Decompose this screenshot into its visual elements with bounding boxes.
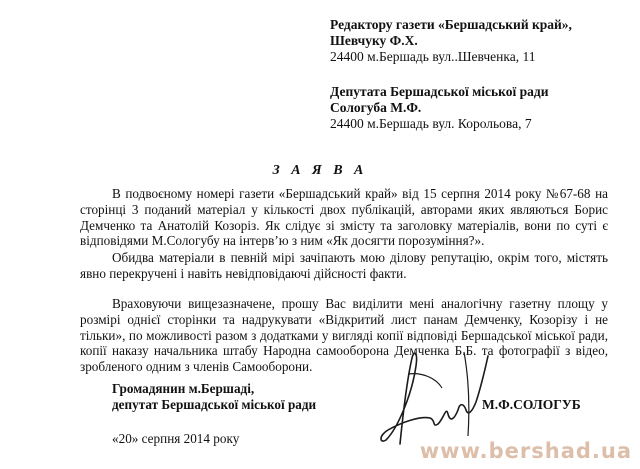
addressee-line-3: 24400 м.Бершадь вул..Шевченка, 11 <box>330 49 536 64</box>
addressee-line-1: Редактору газети «Бершадський край», <box>330 17 572 32</box>
signatory-line-1: Громадянин м.Бершаді, <box>112 381 255 396</box>
paragraph-2-block <box>80 250 608 284</box>
sender-line-3: 24400 м.Бершадь вул. Корольова, 7 <box>330 116 532 131</box>
addressee-line-2: Шевчуку Ф.Х. <box>330 33 418 48</box>
document-title: З А Я В А <box>272 163 368 178</box>
paragraph-3: Враховуючи вищезазначене, прошу Вас виділити мені аналогічну газетну площу у розмірі однієї сторінки та надрукувати «Відкритий лист панам Демченку, Козорізу і не тільки», по можливості разом з додатками у вигляді копії відповіді Бершадської міської ради, копії наказу начальника штабу Народна самооборона Демченка Б.Б. та фотографії з відео, зробленого одним з членів Самооборони. <box>80 296 608 375</box>
signatory-title <box>112 381 316 413</box>
signatory-name: М.Ф.СОЛОГУБ <box>482 397 581 412</box>
sender-block <box>330 84 549 132</box>
sender-line-2: Сологуба М.Ф. <box>330 100 422 115</box>
document-date: «20» серпня 2014 року <box>112 431 240 446</box>
addressee-block <box>330 17 572 65</box>
paragraph-3-block <box>80 296 608 377</box>
paragraph-1-block <box>80 186 608 251</box>
sender-line-1: Депутата Бершадської міської ради <box>330 84 549 99</box>
site-watermark: www.bershad.ua <box>419 439 632 463</box>
paragraph-2: Обидва матеріали в певній мірі зачіпають мою ділову репутацію, окрім того, містять явно перекручені і навіть невідповідаючі дійсності факти. <box>80 250 608 281</box>
signatory-line-2: депутат Бершадської міської ради <box>112 397 317 412</box>
paragraph-1: В подвоєному номері газети «Бершадський край» від 15 серпня 2014 року №67-68 на сторінці 3 поданий матеріал у кількості двох публікацій, авторами яких являються Борис Демченко та Анатолій Козоріз. Як слідує зі змісту та заголовку матеріалів, вони по суті є відповідями М.Сологубу на інтерв’ю з ним «Як досягти порозуміння?». <box>80 186 608 249</box>
